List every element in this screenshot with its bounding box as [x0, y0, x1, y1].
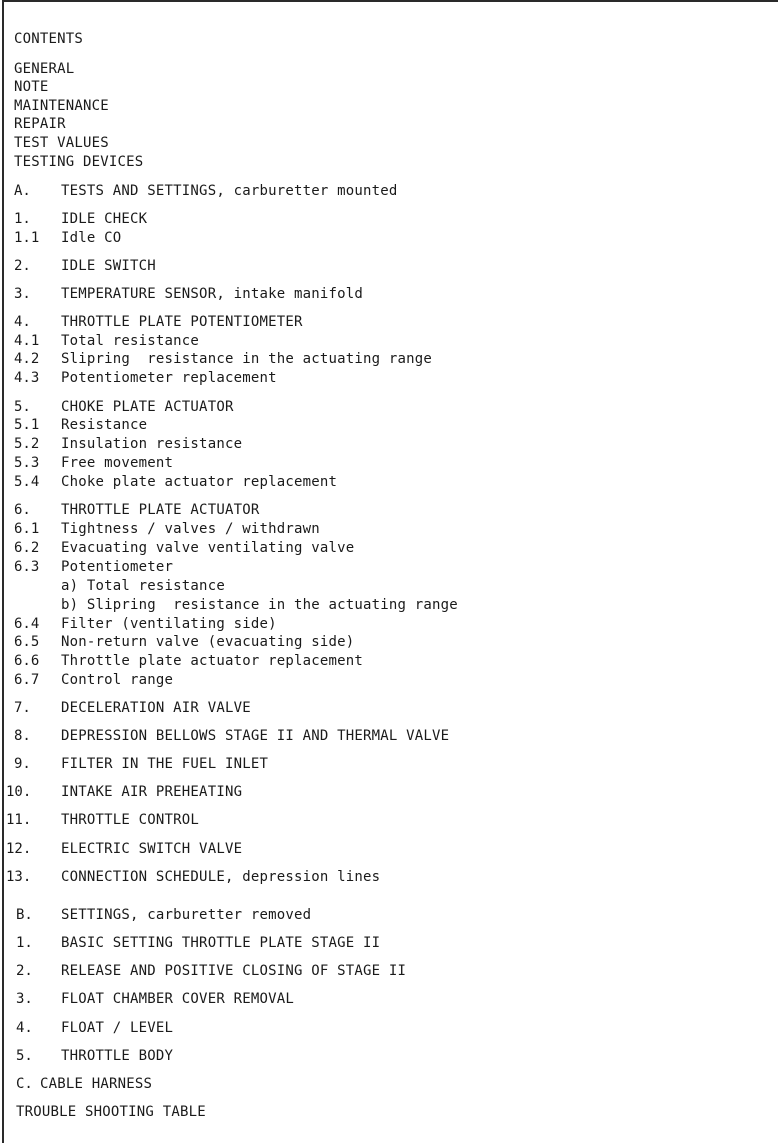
entry-number: 11.	[6, 812, 32, 828]
entry-number: 1.1	[14, 230, 40, 246]
entry-title: TEMPERATURE SENSOR, intake manifold	[61, 286, 364, 302]
entry-title: IDLE CHECK	[61, 211, 148, 227]
entry-number: 4.3	[14, 370, 40, 386]
entry-number: 1.	[16, 935, 33, 951]
entry-title: Slipring resistance in the actuating range	[61, 351, 433, 367]
entry-title: FLOAT / LEVEL	[61, 1020, 174, 1036]
entry-number: 8.	[14, 728, 31, 744]
entry-title: Choke plate actuator replacement	[61, 474, 338, 490]
entry-number: 7.	[14, 700, 31, 716]
entry-title: THROTTLE PLATE POTENTIOMETER	[61, 314, 303, 330]
entry-title: Tightness / valves / withdrawn	[61, 521, 320, 537]
entry-title: Potentiometer	[61, 559, 174, 575]
front-item-test-values: TEST VALUES	[14, 135, 109, 151]
entry-number: 3.	[14, 286, 31, 302]
sub-entry: a) Total resistance	[61, 578, 225, 594]
entry-number: 2.	[14, 258, 31, 274]
entry-number: 4.1	[14, 333, 40, 349]
section-heading-b: SETTINGS, carburetter removed	[61, 907, 312, 923]
entry-title: DECELERATION AIR VALVE	[61, 700, 251, 716]
entry-title: DEPRESSION BELLOWS STAGE II AND THERMAL VALVE	[61, 728, 450, 744]
entry-number: 6.1	[14, 521, 40, 537]
entry-title: FILTER IN THE FUEL INLET	[61, 756, 269, 772]
entry-number: C.	[16, 1076, 33, 1092]
entry-title: BASIC SETTING THROTTLE PLATE STAGE II	[61, 935, 381, 951]
entry-number: 6.2	[14, 540, 40, 556]
section-heading-a: TESTS AND SETTINGS, carburetter mounted	[61, 183, 398, 199]
entry-title: Free movement	[61, 455, 174, 471]
entry-number: 9.	[14, 756, 31, 772]
entry-number: 6.5	[14, 634, 40, 650]
entry-number: 6.3	[14, 559, 40, 575]
entry-number: 2.	[16, 963, 33, 979]
entry-title: THROTTLE CONTROL	[61, 812, 200, 828]
entry-title: FLOAT CHAMBER COVER REMOVAL	[61, 991, 294, 1007]
entry-title: Potentiometer replacement	[61, 370, 277, 386]
front-item-general: GENERAL	[14, 61, 75, 77]
entry-title: Insulation resistance	[61, 436, 243, 452]
entry-number: 13.	[6, 869, 32, 885]
entry-number: 4.	[14, 314, 31, 330]
entry-number: 6.7	[14, 672, 40, 688]
page-title: CONTENTS	[14, 31, 84, 47]
entry-title: Non-return valve (evacuating side)	[61, 634, 355, 650]
entry-number: 3.	[16, 991, 33, 1007]
entry-number: 10.	[6, 784, 32, 800]
entry-title: ELECTRIC SWITCH VALVE	[61, 841, 243, 857]
entry-number: 12.	[6, 841, 32, 857]
entry-title: THROTTLE BODY	[61, 1048, 174, 1064]
trouble-shooting-item: TROUBLE SHOOTING TABLE	[16, 1104, 206, 1120]
entry-title: Throttle plate actuator replacement	[61, 653, 364, 669]
contents-page	[2, 0, 778, 1143]
entry-number: 5.1	[14, 417, 40, 433]
entry-number: 5.3	[14, 455, 40, 471]
section-heading-c: CABLE HARNESS	[40, 1076, 153, 1092]
sub-entry: b) Slipring resistance in the actuating range	[61, 597, 458, 613]
entry-title: CHOKE PLATE ACTUATOR	[61, 399, 234, 415]
entry-number: 4.	[16, 1020, 33, 1036]
entry-number: 6.6	[14, 653, 40, 669]
entry-title: Total resistance	[61, 333, 200, 349]
entry-number: 5.	[16, 1048, 33, 1064]
entry-number: 4.2	[14, 351, 40, 367]
entry-title: INTAKE AIR PREHEATING	[61, 784, 243, 800]
entry-title: IDLE SWITCH	[61, 258, 156, 274]
entry-number: 5.2	[14, 436, 40, 452]
front-item-note: NOTE	[14, 79, 49, 95]
contents-list	[4, 2, 778, 1143]
entry-title: RELEASE AND POSITIVE CLOSING OF STAGE II	[61, 963, 407, 979]
entry-number: 6.4	[14, 616, 40, 632]
entry-title: Resistance	[61, 417, 148, 433]
entry-title: CONNECTION SCHEDULE, depression lines	[61, 869, 381, 885]
entry-number: 5.4	[14, 474, 40, 490]
front-item-testing-devices: TESTING DEVICES	[14, 154, 144, 170]
entry-number: 5.	[14, 399, 31, 415]
entry-title: Idle CO	[61, 230, 122, 246]
entry-number: 1.	[14, 211, 31, 227]
entry-number: B.	[16, 907, 33, 923]
front-item-maintenance: MAINTENANCE	[14, 98, 109, 114]
entry-title: THROTTLE PLATE ACTUATOR	[61, 502, 260, 518]
entry-title: Evacuating valve ventilating valve	[61, 540, 355, 556]
entry-number: 6.	[14, 502, 31, 518]
entry-title: Filter (ventilating side)	[61, 616, 277, 632]
entry-title: Control range	[61, 672, 174, 688]
entry-number: A.	[14, 183, 31, 199]
front-item-repair: REPAIR	[14, 116, 66, 132]
